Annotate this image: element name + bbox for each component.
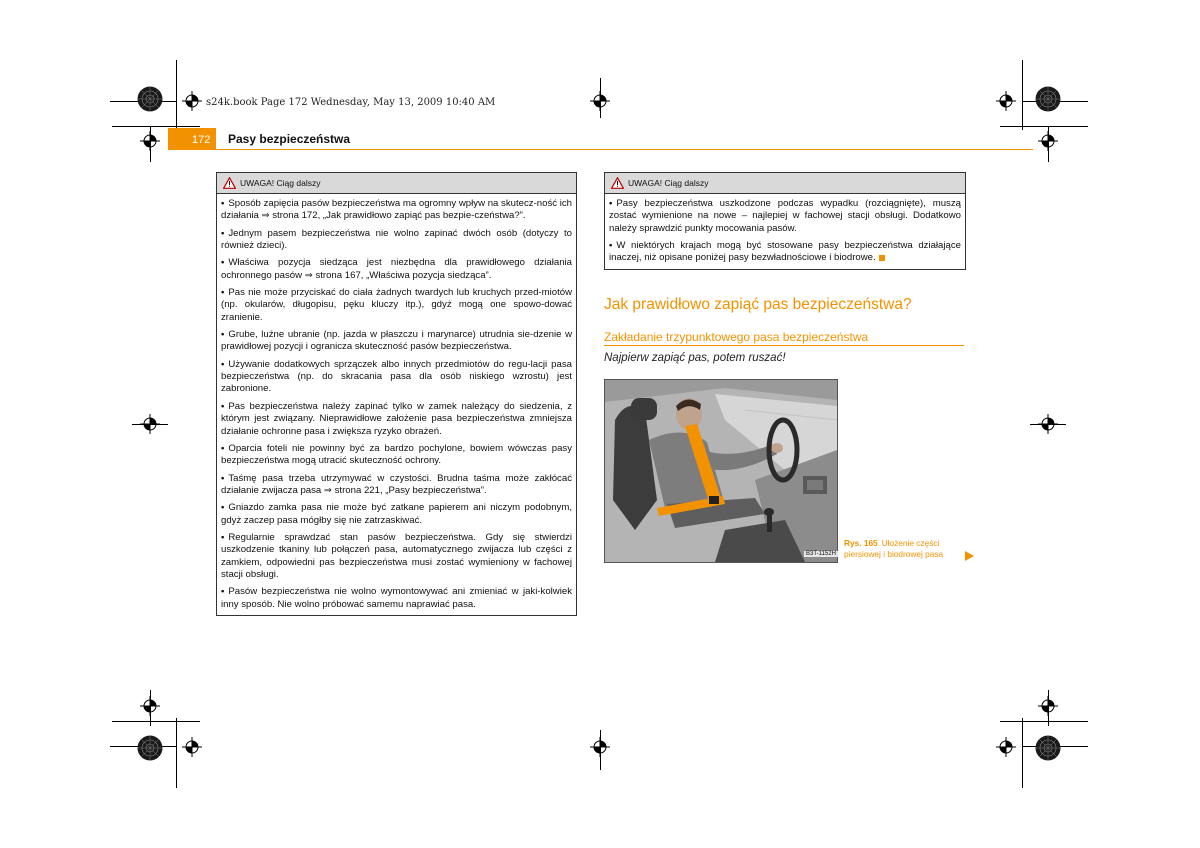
figure-caption-text: Ułożenie części piersiowej i biodrowej pasa [844,538,944,559]
intro-subtitle: Najpierw zapiąć pas, potem ruszać! [604,352,786,364]
warning-triangle-icon [223,177,236,189]
list-item: • Taśmę pasa trzeba utrzymywać w czystości. Brudna taśma może zakłócać działanie zwijacza pasa ⇒ strona 221, „Pasy bezpieczeństwa”. [221,472,572,496]
list-item: • Jednym pasem bezpieczeństwa nie wolno zapinać dwóch osób (dotyczy to również dzieci). [221,227,572,252]
star-target-icon [137,86,163,112]
section-heading: Jak prawidłowo zapiąć pas bezpieczeństwa? [604,296,912,313]
registration-mark-icon [140,131,160,151]
registration-mark-icon [182,737,202,757]
list-item: • Gniazdo zamka pasa nie może być zatkane papierem ani niczym podobnym, gdyż zaczep pasa mógłby się nie zatrzaskiwać. [221,502,572,526]
list-item: • Grube, luźne ubranie (np. jazda w płaszczu i marynarce) utrudnia sie-dzenie w prawidłowej pozycji i ogranicza skuteczność pasów bezpieczeństwa. [221,329,572,353]
figure-caption [844,538,962,560]
list-item: • Pasy bezpieczeństwa uszkodzone podczas wypadku (rozciągnięte), muszą zostać wymienione na nowe – najlepiej w fachowej stacji obsługi. Dodatkowo należy sprawdzić punkty mocowania pasów. [609,198,961,234]
registration-mark-icon [1038,696,1058,716]
figure-caption-label: Rys. 165 [844,538,878,548]
print-slug: s24k.book Page 172 Wednesday, May 13, 2009 10:40 AM [206,97,496,108]
list-item: • Pas nie może przyciskać do ciała żadnych twardych lub kruchych przed-miotów (np. okularów, długopisu, pęku kluczy itp.), gdyż mogą one spowo-dować zranienie. [221,287,572,323]
warning-body [605,194,965,269]
header-rule [216,149,1033,150]
registration-mark-icon [140,414,160,434]
list-item: • Sposób zapięcia pasów bezpieczeństwa ma ogromny wpływ na skutecz-ność ich działania ⇒ strona 172, „Jak prawidłowo zapiąć pas bezpie-czeństwa?”. [221,198,572,222]
subsection-heading: Zakładanie trzypunktowego pasa bezpieczeństwa [604,330,869,344]
section-end-icon [879,255,885,261]
list-item: • Pas bezpieczeństwa należy zapinać tylko w zamek należący do siedzenia, z którym jest związany. Nieprawidłowe założenie pasa bezpieczeństwa zmniejsza działanie ochronne pasa i zwiększa ryzyko obrażeń. [221,400,572,437]
list-item: • W niektórych krajach mogą być stosowane pasy bezpieczeństwa działające inaczej, niż opisane poniżej pasy bezwładnościowe i biodrowe. [609,240,961,264]
warning-title: UWAGA! Ciąg dalszy [628,178,709,188]
star-target-icon [1035,86,1061,112]
warning-header [605,173,965,194]
registration-mark-icon [590,737,610,757]
warning-box-left [216,172,577,616]
registration-mark-icon [590,91,610,111]
list-item: • Pasów bezpieczeństwa nie wolno wymontowywać ani zmieniać w jaki-kolwiek inny sposób. Nie wolno próbować samemu naprawiać pasa. [221,586,572,610]
warning-title: UWAGA! Ciąg dalszy [240,178,321,188]
list-item: • Używanie dodatkowych sprzączek albo innych przedmiotów do regu-lacji pasa bezpieczeństwa (np. do skracania pasa dla osób niskiego wzrostu) jest zabronione. [221,358,572,395]
subsection-rule [604,345,964,346]
warning-header [217,173,576,194]
figure-code: B3T-1152H [806,551,836,557]
page-title: Pasy bezpieczeństwa [228,132,351,146]
star-target-icon [137,735,163,761]
registration-mark-icon [182,91,202,111]
registration-mark-icon [996,737,1016,757]
list-item: • Regularnie sprawdzać stan pasów bezpieczeństwa. Gdy się stwierdzi uszkodzenie tkaniny lub połączeń pasa, automatycznego zwijacza lub części z zamkiem, odpowiedni pas bezpieczeństwa musi zostać wymieniony w fachowej stacji obsługi. [221,531,572,580]
registration-mark-icon [996,91,1016,111]
registration-mark-icon [1038,414,1058,434]
warning-body [217,194,576,615]
warning-triangle-icon [611,177,624,189]
page-number: 172 [192,134,211,146]
continue-arrow-icon [965,551,974,561]
warning-box-right [604,172,966,270]
list-item: • Oparcia foteli nie powinny być za bardzo pochylone, bowiem wówczas pasy bezpieczeństwa mogą utracić skuteczność ochrony. [221,442,572,467]
list-item: • Właściwa pozycja siedząca jest niezbędna dla prawidłowego działania ochronnego pasów ⇒ strona 167, „Właściwa pozycja siedząca”. [221,257,572,281]
star-target-icon [1035,735,1061,761]
registration-mark-icon [140,696,160,716]
seatbelt-illustration [604,379,838,563]
registration-mark-icon [1038,131,1058,151]
